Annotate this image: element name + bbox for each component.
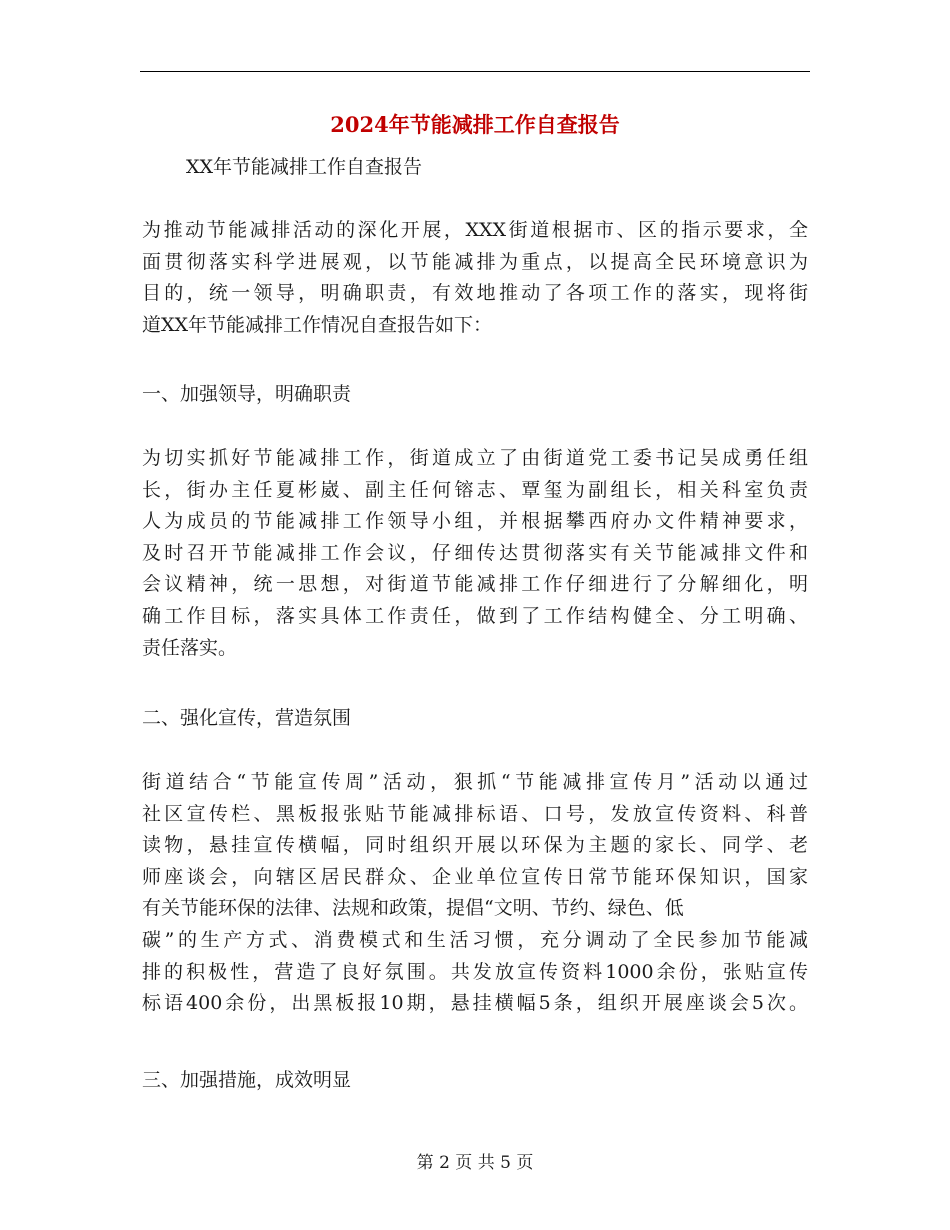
paragraph-line: 标语400余份，出黑板报10期，悬挂横幅5条，组织开展座谈会5次。 xyxy=(142,992,808,1015)
paragraph-line: 目的，统一领导，明确职责，有效地推动了各项工作的落实，现将街 xyxy=(142,282,808,305)
paragraph-line: 道XX年节能减排工作情况自查报告如下： xyxy=(142,313,493,336)
paragraph-line: 为推动节能减排活动的深化开展，XXX街道根据市、区的指示要求，全 xyxy=(142,219,808,241)
paragraph-line: 会议精神，统一思想，对街道节能减排工作仔细进行了分解细化，明 xyxy=(142,573,808,596)
paragraph-line: 人为成员的节能减排工作领导小组，并根据攀西府办文件精神要求， xyxy=(142,510,808,533)
intro-paragraph xyxy=(142,215,808,341)
paragraph-line: 排的积极性，营造了良好氛围。共发放宣传资料1000余份，张贴宣传 xyxy=(142,960,808,983)
document-title: 2024年节能减排工作自查报告 xyxy=(330,112,620,137)
header-rule xyxy=(140,71,810,72)
paragraph-line: 师座谈会，向辖区居民群众、企业单位宣传日常节能环保知识，国家 xyxy=(142,865,808,888)
paragraph-line: 街道结合“节能宣传周”活动，狠抓“节能减排宣传月”活动以通过 xyxy=(142,771,808,793)
section-paragraph xyxy=(142,443,808,664)
paragraph-line: 碳”的生产方式、消费模式和生活习惯，充分调动了全民参加节能减 xyxy=(142,928,808,951)
paragraph-line: 及时召开节能减排工作会议，仔细传达贯彻落实有关节能减排文件和 xyxy=(142,541,808,564)
paragraph-line: 面贯彻落实科学进展观，以节能减排为重点，以提高全民环境意识为 xyxy=(142,250,808,273)
paragraph-line: 确工作目标，落实具体工作责任，做到了工作结构健全、分工明确、 xyxy=(142,604,808,627)
paragraph-line: 长，街办主任夏彬崴、副主任何镕志、覃玺为副组长，相关科室负责 xyxy=(142,478,808,501)
paragraph-line: 责任落实。 xyxy=(142,636,238,659)
paragraph-line: 有关节能环保的法律、法规和政策，提倡“文明、节约、绿色、低 xyxy=(142,897,684,920)
paragraph-line: 社区宣传栏、黑板报张贴节能减排标语、口号，发放宣传资料、科普 xyxy=(142,802,808,825)
section-heading: 二、强化宣传，营造氛围 xyxy=(142,707,352,729)
paragraph-line: 为切实抓好节能减排工作，街道成立了由街道党工委书记吴成勇任组 xyxy=(142,447,808,469)
section-paragraph xyxy=(142,767,808,1020)
section-heading: 三、加强措施，成效明显 xyxy=(142,1069,352,1091)
document-subtitle: XX年节能减排工作自查报告 xyxy=(186,156,423,178)
paragraph-line: 读物，悬挂宣传横幅，同时组织开展以环保为主题的家长、同学、老 xyxy=(142,834,808,857)
page-number: 第 2 页 共 5 页 xyxy=(416,1153,534,1173)
section-heading: 一、加强领导，明确职责 xyxy=(142,383,352,405)
